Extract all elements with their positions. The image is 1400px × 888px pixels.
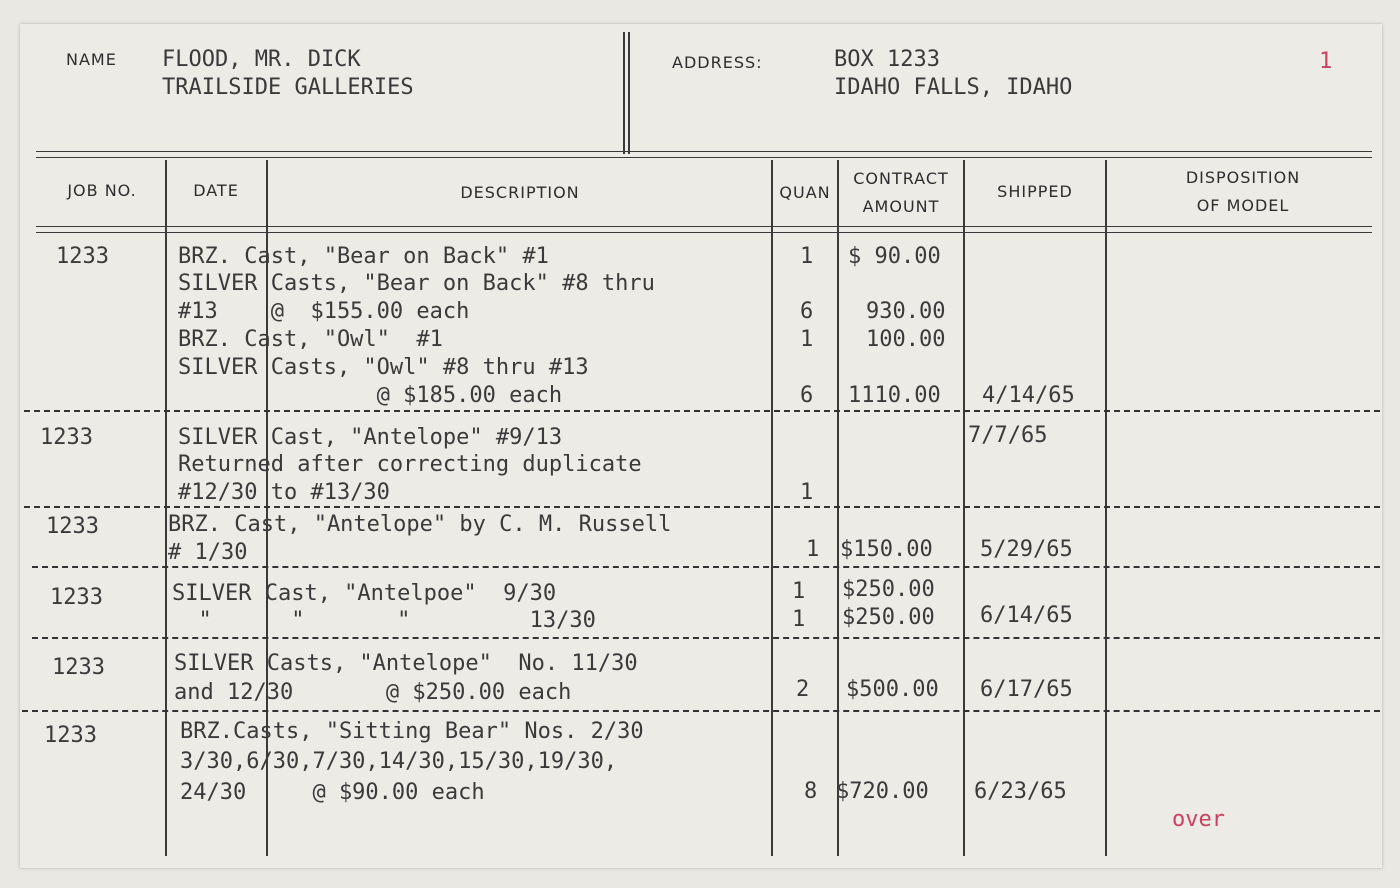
entry-1-shipped: 4/14/65 xyxy=(982,383,1075,408)
entry-1-line-5: SILVER Casts, "Owl" #8 thru #13 xyxy=(178,355,589,380)
entry-3-job: 1233 xyxy=(46,514,99,539)
entry-4-job: 1233 xyxy=(50,585,103,610)
entry-1-line-6: @ $185.00 each xyxy=(178,383,563,408)
entry-1-line-4: BRZ. Cast, "Owl" #1 xyxy=(178,327,443,352)
col-date: DATE xyxy=(193,181,239,200)
entry-5-quan-1: 2 xyxy=(796,677,810,702)
entry-3-rule xyxy=(32,566,1380,568)
col-disposition-2: OF MODEL xyxy=(1196,196,1290,215)
col-contract-2: AMOUNT xyxy=(862,197,940,216)
entry-3-line-1: BRZ. Cast, "Antelope" by C. M. Russell xyxy=(168,512,672,537)
address-line-1: BOX 1233 xyxy=(834,47,940,72)
entry-1-quan-4: 6 xyxy=(800,383,814,408)
entry-1-quan-2: 6 xyxy=(800,299,814,324)
entry-6-amount-1: $720.00 xyxy=(836,779,929,804)
name-label: NAME xyxy=(66,50,117,69)
entry-1-quan-3: 1 xyxy=(800,327,814,352)
col-shipped: SHIPPED xyxy=(997,182,1073,201)
col-contract-1: CONTRACT xyxy=(853,169,949,188)
entry-2-quan-1: 1 xyxy=(800,480,814,505)
header-bottom-rule xyxy=(36,226,1372,233)
entry-3-shipped: 5/29/65 xyxy=(980,537,1073,562)
entry-3-line-2: # 1/30 xyxy=(168,540,248,565)
address-label: ADDRESS: xyxy=(672,53,763,72)
entry-4-rule xyxy=(32,637,1380,639)
entry-4-quan-2: 1 xyxy=(792,607,806,632)
entry-4-line-1: SILVER Cast, "Antelpoe" 9/30 xyxy=(172,581,557,606)
customer-name: FLOOD, MR. DICK xyxy=(162,47,361,72)
record-card xyxy=(20,24,1382,868)
entry-2-line-2: Returned after correcting duplicate xyxy=(178,452,642,477)
entry-6-job: 1233 xyxy=(44,723,97,748)
entry-2-job: 1233 xyxy=(40,425,93,450)
entry-5-shipped: 6/17/65 xyxy=(980,677,1073,702)
entry-5-amount-1: $500.00 xyxy=(846,677,939,702)
entry-2-shipped: 7/7/65 xyxy=(968,423,1048,448)
entry-1-amount-4: 1110.00 xyxy=(848,383,941,408)
entry-1-rule xyxy=(24,410,1380,412)
entry-5-rule xyxy=(22,710,1380,712)
col-job-no: JOB NO. xyxy=(67,181,137,200)
entry-6-shipped: 6/23/65 xyxy=(974,779,1067,804)
entry-2-rule xyxy=(24,506,1380,508)
col-description: DESCRIPTION xyxy=(460,183,580,202)
col-line-6 xyxy=(1105,160,1107,856)
entry-1-line-3: #13 @ $155.00 each xyxy=(178,299,470,324)
header-divider-2 xyxy=(628,32,630,154)
entry-3-quan-1: 1 xyxy=(806,537,820,562)
entry-5-line-1: SILVER Casts, "Antelope" No. 11/30 xyxy=(174,651,638,676)
col-disposition-1: DISPOSITION xyxy=(1185,168,1301,187)
entry-4-line-2: " " " 13/30 xyxy=(172,608,596,633)
entry-4-amount-2: $250.00 xyxy=(842,605,935,630)
over-note: over xyxy=(1172,807,1225,832)
table-top-rule xyxy=(36,151,1372,158)
entry-1-amount-3: 100.00 xyxy=(866,327,946,352)
col-quan: QUAN xyxy=(779,183,831,202)
col-line-1 xyxy=(165,160,167,856)
col-line-4 xyxy=(837,160,839,856)
entry-4-quan-1: 1 xyxy=(792,579,806,604)
entry-1-quan-1: 1 xyxy=(800,244,814,269)
entry-5-job: 1233 xyxy=(52,655,105,680)
entry-1-line-1: BRZ. Cast, "Bear on Back" #1 xyxy=(178,244,549,269)
entry-1-line-2: SILVER Casts, "Bear on Back" #8 thru xyxy=(178,271,655,296)
customer-company: TRAILSIDE GALLERIES xyxy=(162,75,414,100)
address-line-2: IDAHO FALLS, IDAHO xyxy=(834,75,1073,100)
entry-6-line-2: 3/30,6/30,7/30,14/30,15/30,19/30, xyxy=(180,749,618,774)
entry-3-amount-1: $150.00 xyxy=(840,537,933,562)
entry-1-amount-2: 930.00 xyxy=(866,299,946,324)
entry-4-amount-1: $250.00 xyxy=(842,577,935,602)
card-number: 1 xyxy=(1319,49,1333,74)
entry-1-amount-1: $ 90.00 xyxy=(848,244,941,269)
entry-6-line-3: 24/30 @ $90.00 each xyxy=(180,780,485,805)
entry-2-line-3: #12/30 to #13/30 xyxy=(178,480,390,505)
entry-6-line-1: BRZ.Casts, "Sitting Bear" Nos. 2/30 xyxy=(180,719,644,744)
entry-5-line-2: and 12/30 @ $250.00 each xyxy=(174,680,572,705)
entry-1-job: 1233 xyxy=(56,244,109,269)
header-divider xyxy=(623,32,625,154)
col-line-3 xyxy=(771,160,773,856)
col-line-5 xyxy=(963,160,965,856)
entry-2-line-1: SILVER Cast, "Antelope" #9/13 xyxy=(178,425,563,450)
entry-6-quan-1: 8 xyxy=(804,779,818,804)
entry-4-shipped: 6/14/65 xyxy=(980,603,1073,628)
